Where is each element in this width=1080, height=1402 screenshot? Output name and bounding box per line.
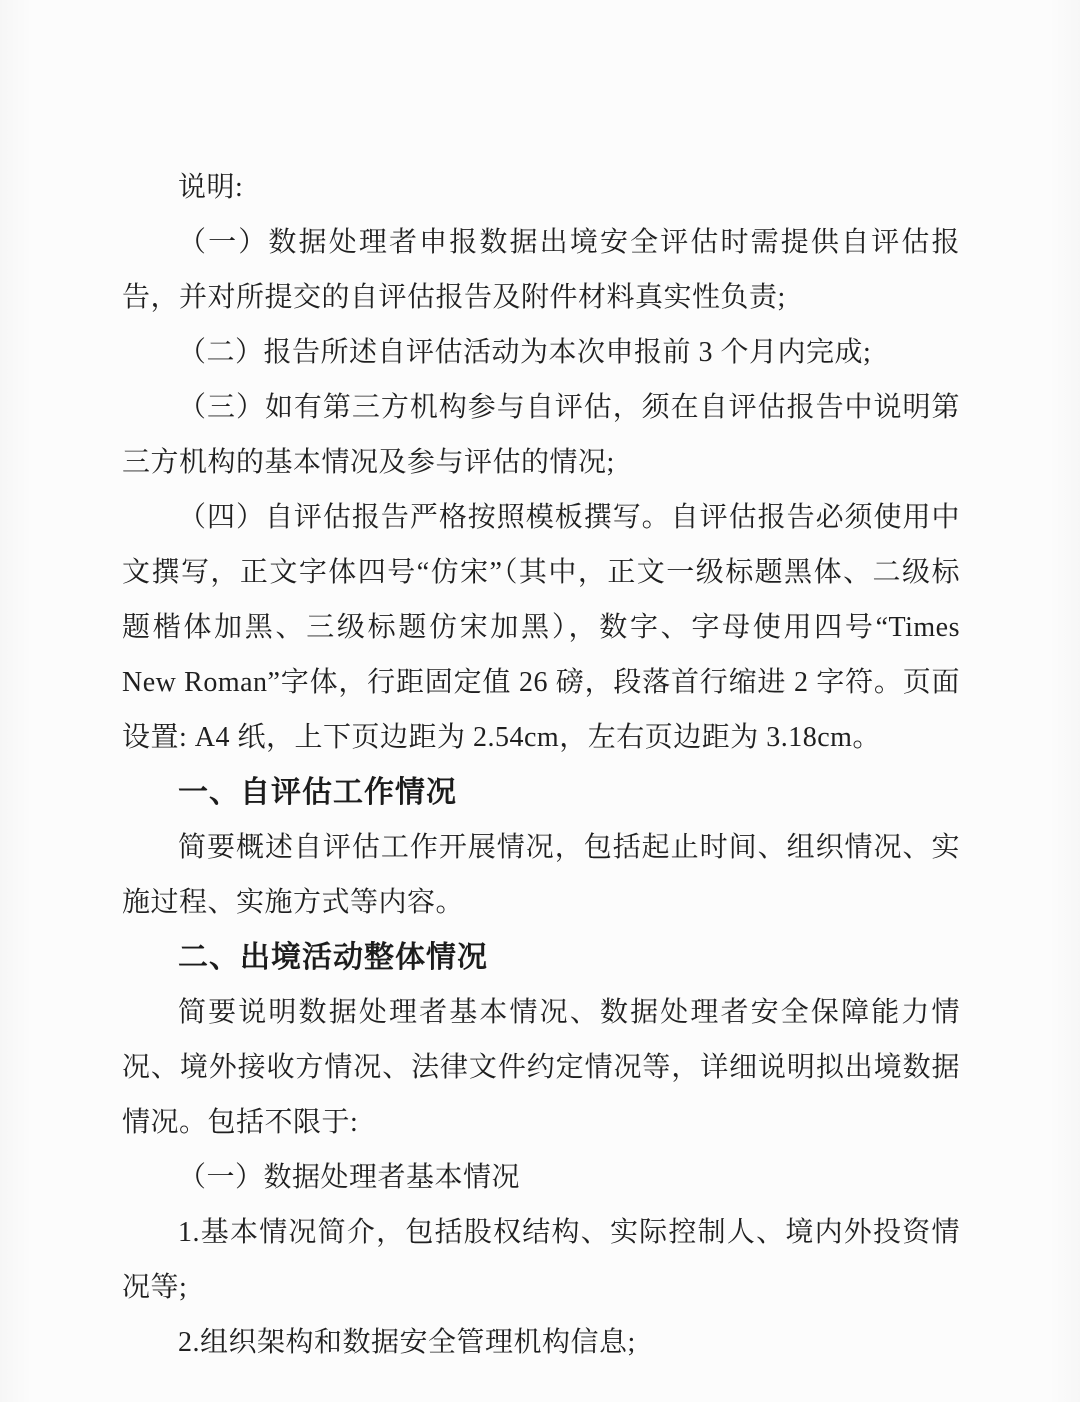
note-item-3: （三）如有第三方机构参与自评估，须在自评估报告中说明第三方机构的基本情况及参与评估的情况; [122,392,960,478]
section-1-heading: 一、自评估工作情况 [178,776,457,809]
section-2-sub-1: （一）数据处理者基本情况 [178,1162,521,1193]
intro-label: 说明: [178,172,244,203]
note-item-4: （四）自评估报告严格按照模板撰写。自评估报告必须使用中文撰写，正文字体四号“仿宋”（其中，正文一级标题黑体、二级标题楷体加黑、三级标题仿宋加黑），数字、字母使用四号“Times New Roman”字体，行距固定值 26 磅，段落首行缩进 2 字符。页面设置: A4 纸，上下页边距为 2.54cm，左右页边距为 3.18cm。 [122,502,960,753]
section-2-body: 简要说明数据处理者基本情况、数据处理者安全保障能力情况、境外接收方情况、法律文件约定情况等，详细说明拟出境数据情况。包括不限于: [122,997,960,1138]
note-item-1: （一）数据处理者申报数据出境安全评估时需提供自评估报告，并对所提交的自评估报告及附件材料真实性负责; [122,227,960,313]
list-item-1: 1.基本情况简介，包括股权结构、实际控制人、境内外投资情况等; [122,1217,960,1303]
section-1-body: 简要概述自评估工作开展情况，包括起止时间、组织情况、实施过程、实施方式等内容。 [122,832,960,918]
note-item-2: （二）报告所述自评估活动为本次申报前 3 个月内完成; [178,337,872,368]
list-item-2: 2.组织架构和数据安全管理机构信息; [178,1327,636,1358]
section-2-heading: 二、出境活动整体情况 [178,941,488,974]
document-body [122,160,960,1370]
